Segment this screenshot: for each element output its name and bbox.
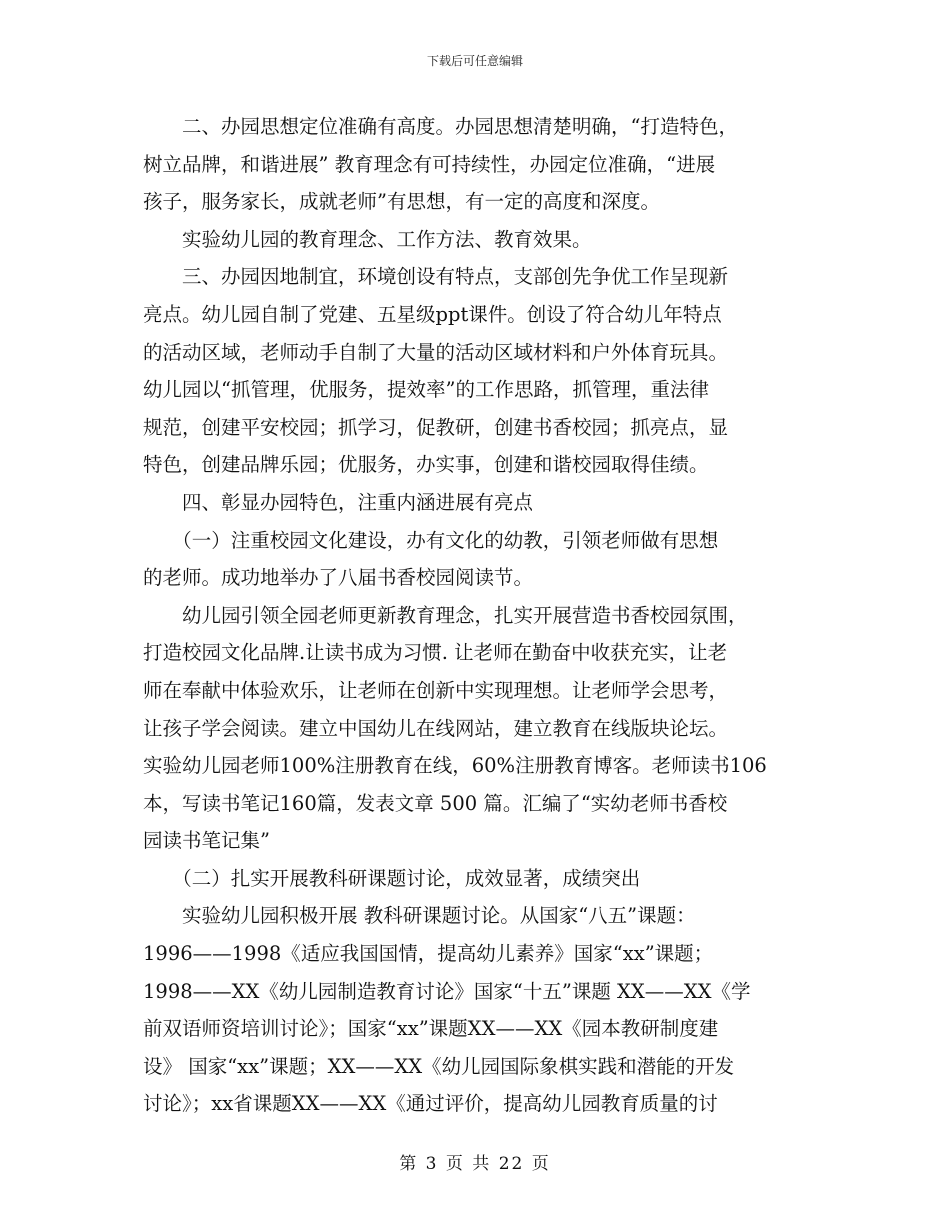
text-line: 实验幼儿园积极开展 教科研课题讨论。从国家“八五”课题： [143,904,696,928]
text-line: 1996——1998《适应我国国情，提高幼儿素养》国家“xx”课题； [143,942,714,966]
text-line: （二）扎实开展教科研课题讨论，成效显著，成绩突出 [143,866,641,890]
text-line: 设》 国家“xx”课题；XX——XX《幼儿园国际象棋实践和潜能的开发 [143,1054,735,1078]
text-line: 亮点。幼儿园自制了党建、五星级ppt课件。创设了符合幼儿年特点 [143,302,722,326]
page-number-footer: 第 3 页 共 22 页 [399,1154,551,1174]
text-line: 的老师。成功地举办了八届书香校园阅读节。 [143,566,534,590]
text-line: 前双语师资培训讨论》；国家“xx”课题XX——XX《园本教研制度建 [143,1017,719,1041]
text-line: （一）注重校园文化建设，办有文化的幼教，引领老师做有思想 [143,528,719,552]
text-line: 孩子，服务家长，成就老师”有思想，有一定的高度和深度。 [143,190,660,214]
text-line: 实验幼儿园老师100%注册教育在线，60%注册教育博客。老师读书106 [143,754,767,778]
text-line: 本，写读书笔记160篇，发表文章 500 篇。汇编了“实幼老师书香校 [143,791,728,815]
text-line: 让孩子学会阅读。建立中国幼儿在线网站，建立教育在线版块论坛。 [143,716,729,740]
text-line: 1998——XX《幼儿园制造教育讨论》国家“十五”课题 XX——XX《学 [143,979,751,1003]
text-line: 规范，创建平安校园；抓学习，促教研，创建书香校园；抓亮点，显 [143,415,729,439]
text-line: 四、彰显办园特色，注重内涵进展有亮点 [143,490,534,514]
text-line: 打造校园文化品牌.让读书成为习惯. 让老师在勤奋中收获充实，让老 [143,641,728,665]
text-line: 树立品牌，和谐进展” 教育理念有可持续性，办园定位准确，“进展 [143,152,716,176]
text-line: 师在奉献中体验欢乐，让老师在创新中实现理想。让老师学会思考， [143,678,729,702]
text-line: 的活动区域，老师动手自制了大量的活动区域材料和户外体育玩具。 [143,340,729,364]
body-text [143,108,808,1123]
page-header: 下载后可任意编辑 [426,54,523,68]
text-line: 幼儿园以“抓管理，优服务，提效率”的工作思路，抓管理，重法律 [143,378,709,402]
text-line: 三、办园因地制宜，环境创设有特点，支部创先争优工作呈现新 [143,265,729,289]
text-line: 园读书笔记集” [143,829,270,853]
text-line: 特色，创建品牌乐园；优服务，办实事，创建和谐校园取得佳绩。 [143,453,709,477]
text-line: 幼儿园引领全园老师更新教育理念，扎实开展营造书香校园氛围， [143,603,748,627]
text-line: 实验幼儿园的教育理念、工作方法、教育效果。 [143,227,592,251]
text-line: 二、办园思想定位准确有高度。办园思想清楚明确，“打造特色， [143,115,738,138]
text-line: 讨论》；xx省课题XX——XX《通过评价，提高幼儿园教育质量的讨 [143,1092,718,1116]
